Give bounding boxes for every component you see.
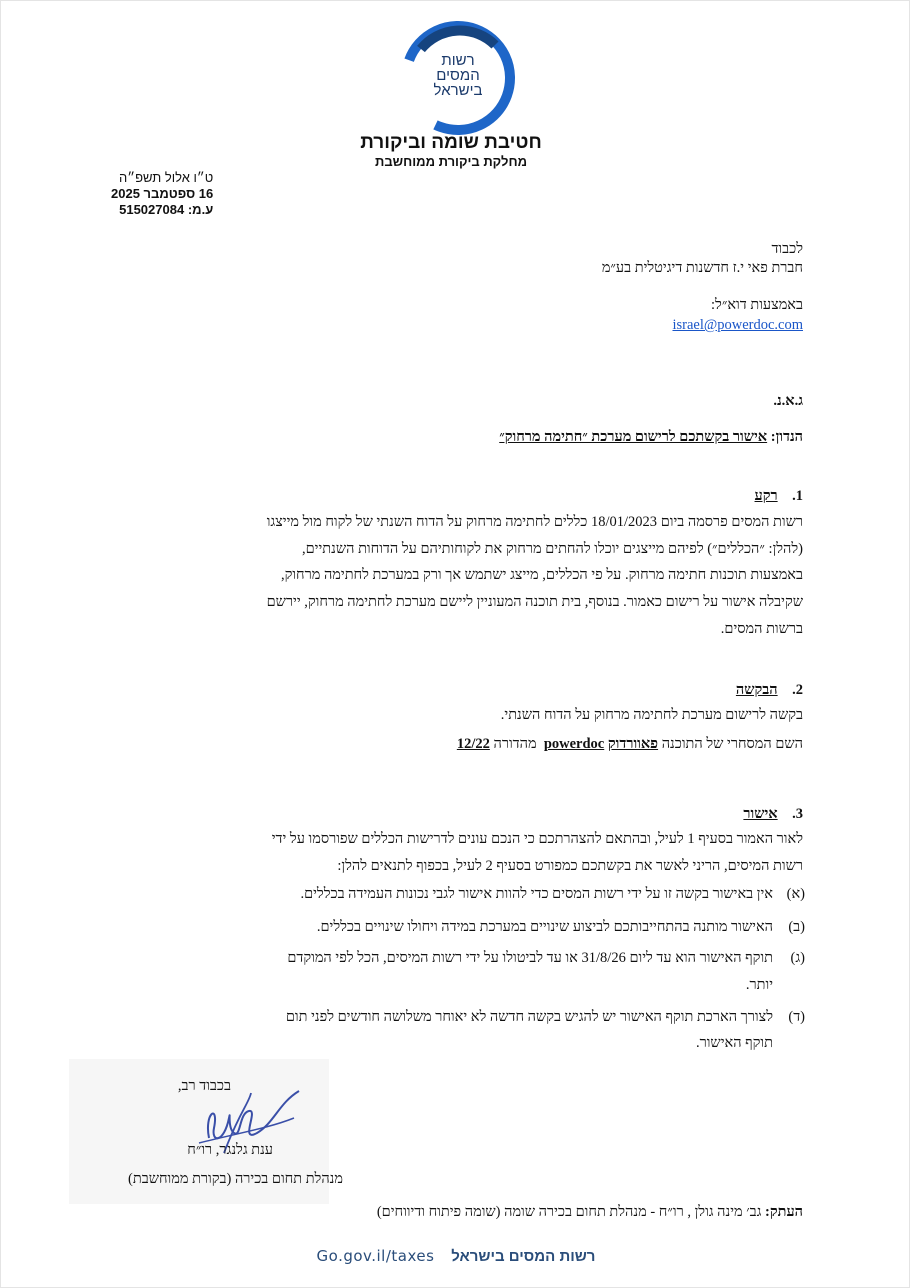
condition-a-marker: (א) (786, 886, 805, 902)
date-block (111, 170, 213, 218)
condition-c-text-line-1: תוקף האישור הוא עד ליום 31/8/26 או עד לביטולו על ידי רשות המיסים, הכל לפי המוקדם (287, 950, 773, 966)
section-2-number: 2. (792, 682, 803, 698)
to-label: לכבוד (771, 241, 803, 257)
condition-b-marker: (ב) (788, 919, 805, 935)
footer (301, 1247, 611, 1265)
division-title: חטיבת שומה וביקורת (360, 132, 542, 153)
signatory-title: מנהלת תחום בכירה (בקורת ממוחשבת) (128, 1171, 343, 1187)
logo-line-2: המסים (436, 67, 480, 84)
via-email-label: באמצעות דוא״ל: (711, 297, 803, 313)
version-label: מהדורה (493, 736, 537, 752)
section-1-line-1: רשות המסים פרסמה ביום 18/01/2023 כללים לחתימה מרחוק על הדוח השנתי של לקוח מול מייצגו (266, 514, 803, 530)
section-3-title: אישור (743, 806, 778, 822)
section-1-title: רקע (754, 488, 778, 504)
section-1-line-5: ברשות המסים. (720, 621, 803, 637)
product-name-hebrew: פאוורדוק (607, 736, 659, 752)
section-3-heading (743, 806, 803, 823)
hebrew-date: ט״ו אלול תשפ״ה (119, 170, 214, 185)
condition-d-text-line-2: תוקף האישור. (695, 1035, 773, 1051)
condition-b-text: האישור מותנה בהתחייבותכם לביצוע שינויים במערכת במידה ויחולו שינויים בכללים. (316, 919, 773, 935)
cc-line (377, 1204, 803, 1221)
condition-d-text-line-1: לצורך הארכת תוקף האישור יש להגיש בקשה חדשה לא יאוחר משלושה חודשים לפני תום (285, 1009, 773, 1025)
reference-value: 515027084 (119, 202, 185, 217)
product-name-label: השם המסחרי של התוכנה (661, 736, 803, 752)
subject-text: אישור בקשתכם לרישום מערכת ״חתימה מרחוק״ (499, 429, 768, 445)
section-1-line-3: באמצעות תוכנות חתימה מרחוק. על פי הכללים, מייצג ישתמש אך ורק במערכת לחתימה מרחוק, (280, 567, 803, 583)
subject-label: הנדון: (770, 429, 803, 445)
footer-org-name: רשות המסים בישראל (451, 1248, 596, 1265)
section-3-line-1: לאור האמור בסעיף 1 לעיל, ובהתאם להצהרתכם כי הנכם עונים לדרישות הכללים שפורסמו על ידי (271, 831, 803, 847)
cc-label: העתק: (765, 1204, 803, 1220)
logo-line-1: רשות (441, 52, 475, 69)
reference-label: ע.מ: (187, 202, 214, 217)
section-2-line-2 (457, 736, 803, 753)
section-1-line-4: שקיבלה אישור על רישום כאמור. בנוסף, בית תוכנה המעוניין ליישם מערכת לחתימה מרחוק, יירשם (266, 594, 803, 610)
closing: בכבוד רב, (177, 1078, 231, 1094)
section-2-heading (736, 682, 803, 699)
condition-c-text-line-2: יותר. (745, 977, 773, 993)
section-3-line-2: רשות המיסים, הריני לאשר את בקשתכם כמפורט בסעיף 2 לעיל, בכפוף לתנאים להלן: (337, 858, 803, 874)
section-1-line-2: (להלן: ״הכללים״) לפיהם מייצגים יוכלו להחתים מרחוק את לקוחותיהם על הדוחות השנתיים, (302, 541, 803, 557)
logo-text (399, 53, 517, 98)
version-number: 12/22 (456, 736, 490, 752)
condition-a-text: אין באישור בקשה זו על ידי רשות המסים כדי להוות אישור לגבי נכונות העמידה בכללים. (300, 886, 773, 902)
department-title: מחלקת ביקורת ממוחשבת (374, 154, 528, 169)
section-2-title: הבקשה (735, 682, 778, 698)
gregorian-date: 16 ספטמבר 2025 (111, 186, 214, 201)
section-3-number: 3. (792, 806, 803, 822)
section-1-number: 1. (792, 488, 803, 504)
cc-text: גב׳ מינה גולן , רו״ח - מנהלת תחום בכירה שומה (שומה פיתוח ודיווחים) (376, 1204, 762, 1220)
recipient-company: חברת פאי י.ז חדשנות דיגיטלית בע״מ (601, 260, 803, 276)
section-2-line-1: בקשה לרישום מערכת לחתימה מרחוק על הדוח השנתי. (500, 707, 803, 723)
signatory-name: ענת גלנגר, רו״ח (187, 1142, 273, 1158)
product-name-english: powerdoc (543, 736, 605, 752)
reference-number (111, 202, 213, 218)
condition-d-marker: (ד) (788, 1009, 805, 1025)
footer-url-link[interactable]: Go.gov.il/taxes (316, 1247, 435, 1265)
condition-c-marker: (ג) (790, 950, 805, 966)
section-1-heading (755, 488, 803, 505)
greeting: ג.א.נ. (773, 393, 803, 409)
subject-line (499, 429, 803, 446)
recipient-email-link[interactable]: israel@powerdoc.com (672, 317, 803, 333)
logo-line-3: בישראל (433, 82, 483, 99)
